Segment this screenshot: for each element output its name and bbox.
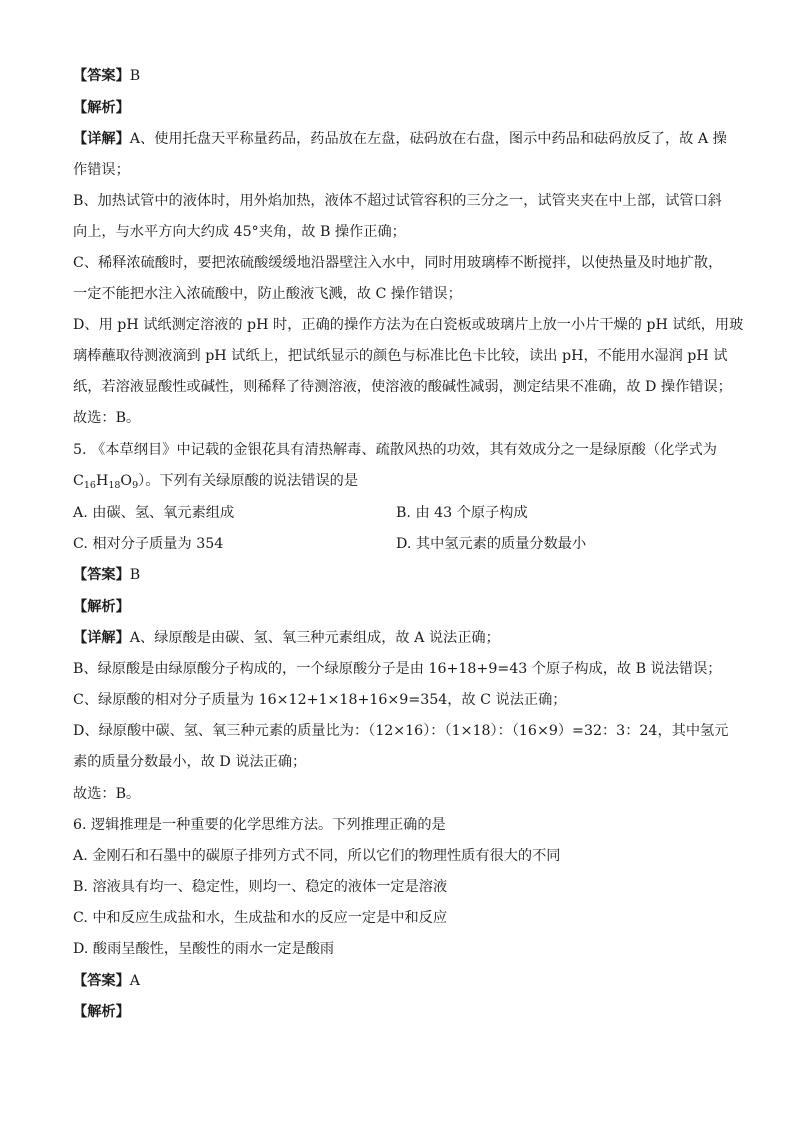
answer-tag: 【答案】 <box>73 567 130 583</box>
q5-conclusion: 故选：B。 <box>73 786 141 802</box>
formula: $C_{16}H_{18}O_9$ <box>73 473 139 491</box>
q6-option-c: C. 中和反应生成盐和水，生成盐和水的反应一定是中和反应 <box>73 910 448 926</box>
answer-value: B <box>129 567 141 583</box>
q5-answer-line <box>73 565 140 585</box>
q4-conclusion: 故选：B。 <box>73 410 141 426</box>
q4-detail-d-line2: 璃棒蘸取待测液滴到 pH 试纸上，把试纸显示的颜色与标准比色卡比较，读出 pH，不能用水湿润 pH 试 <box>73 348 728 364</box>
q5-detail-b: B、绿原酸是由绿原酸分子构成的，一个绿原酸分子是由 16+18+9=43 个原子构成，故 B 说法错误； <box>73 661 722 677</box>
q6-stem: 6. 逻辑推理是一种重要的化学思维方法。下列推理正确的是 <box>73 817 446 833</box>
q5-detail-d-line2: 素的质量分数最小，故 D 说法正确； <box>73 754 307 770</box>
q5-stem-line1: 5. 《本草纲目》中记载的金银花具有清热解毒、疏散风热的功效，其有效成分之一是绿原酸（化学式为 <box>73 442 717 458</box>
q4-detail-a-line1: 【详解】A、使用托盘天平称量药品，药品放在左盘，砝码放在右盘，图示中药品和砝码放反了，故 A 操 <box>73 131 727 147</box>
q5-option-c: C. 相对分子质量为 354 <box>73 536 224 552</box>
q5-stem-line2: $C_{16}H_{18}O_9$）。下列有关绿原酸的说法错误的是 <box>73 473 359 491</box>
q4-detail-b-line2: 向上，与水平方向大约成 45°夹角，故 B 操作正确； <box>73 224 406 240</box>
detail-tag: 【详解】 <box>73 131 130 147</box>
q5-option-b: B. 由 43 个原子构成 <box>396 505 528 521</box>
q4-detail-c-line1: C、稀释浓硫酸时，要把浓硫酸缓缓地沿器壁注入水中，同时用玻璃棒不断搅拌，以使热量及时地扩散， <box>73 255 723 271</box>
detail-tag: 【详解】 <box>73 630 130 646</box>
q5-detail-d-line1: D、绿原酸中碳、氢、氧三种元素的质量比为：（12×16）：（1×18）：（16×9）=32：3：24，其中氢元 <box>73 723 729 739</box>
q5-detail-c: C、绿原酸的相对分子质量为 16×12+1×18+16×9=354，故 C 说法正确； <box>73 692 567 708</box>
q5-option-d: D. 其中氢元素的质量分数最小 <box>396 536 587 552</box>
answer-value: B <box>129 68 141 84</box>
q4-analysis-tag: 【解析】 <box>73 100 130 116</box>
q6-option-a: A. 金刚石和石墨中的碳原子排列方式不同，所以它们的物理性质有很大的不同 <box>73 848 561 864</box>
q4-answer-line <box>73 66 140 86</box>
q4-detail-b-line1: B、加热试管中的液体时，用外焰加热，液体不超过试管容积的三分之一，试管夹夹在中上部，试管口斜 <box>73 193 722 209</box>
q5-analysis-tag: 【解析】 <box>73 599 130 615</box>
q6-option-d: D. 酸雨呈酸性，呈酸性的雨水一定是酸雨 <box>73 941 335 957</box>
q4-detail-a-line2: 作错误； <box>73 162 130 178</box>
q6-option-b: B. 溶液具有均一、稳定性，则均一、稳定的液体一定是溶液 <box>73 879 448 895</box>
q5-option-a: A. 由碳、氢、氧元素组成 <box>73 505 235 521</box>
q4-detail-d-line1: D、用 pH 试纸测定溶液的 pH 时，正确的操作方法为在白瓷板或玻璃片上放一小片干燥的 pH 试纸，用玻 <box>73 317 744 333</box>
answer-tag: 【答案】 <box>73 68 130 84</box>
q5-detail-a: 【详解】A、绿原酸是由碳、氢、氧三种元素组成，故 A 说法正确； <box>73 630 500 646</box>
q6-analysis-tag: 【解析】 <box>73 1004 130 1020</box>
q6-answer-line <box>73 971 140 991</box>
answer-tag: 【答案】 <box>73 973 130 989</box>
q4-detail-d-line3: 纸，若溶液显酸性或碱性，则稀释了待测溶液，使溶液的酸碱性减弱，测定结果不准确，故 D 操作错误； <box>73 379 732 395</box>
answer-value: A <box>129 973 141 989</box>
q4-detail-c-line2: 一定不能把水注入浓硫酸中，防止酸液飞溅，故 C 操作错误； <box>73 286 462 302</box>
